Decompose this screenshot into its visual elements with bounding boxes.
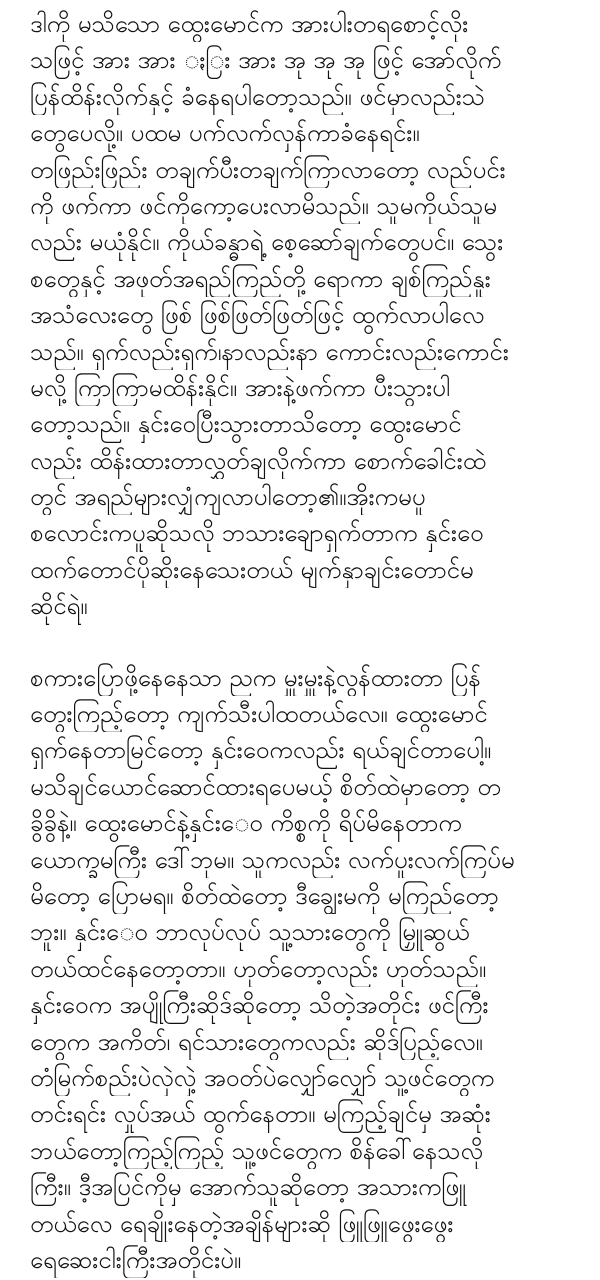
text-line: တော့သည်။ နှင်းဝေပြီးသွားတာသိတော့ ထွေးမောင် xyxy=(30,410,462,439)
text-line: ဘယ်တော့ကြည့်ကြည့် သူ့ဖင်တွေက စိန်ခေါ်နေသလို xyxy=(30,1136,483,1165)
text-line: လည်း မယုံနိုင်။ ကိုယ်ခန္ဓာရဲ့ စေ့ဆော်ချက်တွေပင်။ သွေး xyxy=(30,228,504,257)
text-line: မိတော့ ပြောမရ။ စိတ်ထဲတော့ ဒီချွေးမကို မကြည်တော့ xyxy=(30,881,499,910)
text-line: ကြီး။ ဒီ့အပြင်ကိုမှ အောက်သူဆိုတော့ အသားကဖြူ xyxy=(30,1173,467,1202)
text-line: ထက်တောင်ပိုဆိုးနေသေးတယ် မျက်နှာချင်းတောင်မ xyxy=(30,555,474,584)
text-line: စလောင်းကပူဆိုသလို ဘသားချောရှက်တာက နှင်းဝေ xyxy=(30,519,484,548)
text-line: လည်း ထိန်းထားတာလွှတ်ချလိုက်ကာ စောက်ခေါင်းထဲ xyxy=(30,446,486,475)
text-line: မလို့ ကြာကြာမထိန်းနိုင်။ အားနဲ့ဖက်ကာ ပီးသွားပါ xyxy=(30,373,451,402)
text-line: ကို ဖက်ကာ ဖင်ကိုကော့ပေးလာမိသည်။ သူမကိုယ်သူမ xyxy=(30,191,497,220)
text-line: တွေက အကိတ်၊ ရင်သားတွေကလည်း ဆိုဒ်ပြည့်လေ။ xyxy=(30,1027,483,1056)
text-line: စတွေနှင့် အဖုတ်အရည်ကြည်တို့ ရောကာ ချစ်ကြည်နူး xyxy=(30,264,491,293)
paragraph-2 xyxy=(30,660,584,1279)
text-line: သဖြင့် အား အား ႏြး အား အု အု အု ဖြင့် အော်လိုက် xyxy=(30,46,502,75)
text-line: တွေပေလို့။ ပထမ ပက်လက်လှန်ကာခံနေရင်း။ xyxy=(30,119,420,148)
text-line: တင်းရင်း လှုပ်အယ် ထွက်နေတာ။ မကြည့်ချင်မှ အဆုံး xyxy=(30,1100,491,1129)
text-line: ရေဆေးငါးကြီးအတိုင်းပဲ။ xyxy=(30,1245,242,1274)
paragraph-spacer xyxy=(30,625,584,660)
text-line: တယ်ထင်နေတော့တာ။ ဟုတ်တော့လည်း ဟုတ်သည်။ xyxy=(30,954,487,983)
text-line: ဘူး။ နှင်းေဝ ဘာလုပ်လုပ် သူ့သားတွေကို မြှူဆွယ် xyxy=(30,918,470,947)
text-line: ရှက်နေတာမြင်တော့ နှင်းဝေကလည်း ရယ်ချင်တာပေါ့။ xyxy=(30,736,492,765)
text-line: မသိချင်ယောင်ဆောင်ထားရပေမယ့် စိတ်ထဲမှာတော့ တ xyxy=(30,772,501,801)
text-line: ဆိုင်ရဲ။ xyxy=(30,592,88,621)
text-line: ဒါကို မသိသော ထွေးမောင်က အားပါးတရစောင့်လိုး xyxy=(30,10,469,38)
text-line: တံမြက်စည်းပဲလှဲလှဲ့ အဝတ်ပဲလျှော်လျှော် သူ့ဖင်တွေက xyxy=(30,1063,495,1092)
text-line: သည်။ ရှက်လည်းရှက်၊နာလည်းနာ ကောင်းလည်းကောင်း xyxy=(30,337,509,366)
text-line: တွေးကြည့်တော့ ကျက်သီးပါထတယ်လေ။ ထွေးမောင် xyxy=(30,700,488,729)
text-line: ခွိခွိနဲ့။ ထွေးမောင်နဲ့နှင်းေဝ ကိစ္စကို ရိပ်မိနေတာက xyxy=(30,809,462,838)
text-line: တွင် အရည်များလျှံကျလာပါတော့၏။အိုးကမပူ xyxy=(30,483,426,512)
text-line: ယောက္ခမကြီး ဒေါ်ဘုမ။ သူကလည်း လက်ပူးလက်ကြပ်မ xyxy=(30,845,515,874)
text-line: ပြန်ထိန်းလိုက်နှင့် ခံနေရပါတော့သည်။ ဖင်မှာလည်းသဲ xyxy=(30,82,485,111)
text-line: စကားပြောဖို့နေနေသာ ညက မှူးမှူးနဲ့လွန်ထားတာ ပြန် xyxy=(30,663,481,692)
paragraph-1 xyxy=(30,6,584,625)
text-line: တဖြည်းဖြည်း တချက်ပီးတချက်ကြာလာတော့ လည်ပင်း xyxy=(30,155,506,184)
text-line: နှင်းဝေက အပျိုကြီးဆိုဒ်ဆိုတော့ သိတဲ့အတိုင်း ဖင်ကြီး xyxy=(30,991,489,1020)
text-line: အသံလေးတွေ ဖြစ် ဖြစ်ဖြတ်ဖြတ်ဖြင့် ထွက်လာပါလေ xyxy=(30,301,485,330)
text-line: တယ်လေ ရေချိုးနေတဲ့အချိန်များဆို ဖြူဖြူဖွေးဖွေး xyxy=(30,1209,454,1238)
